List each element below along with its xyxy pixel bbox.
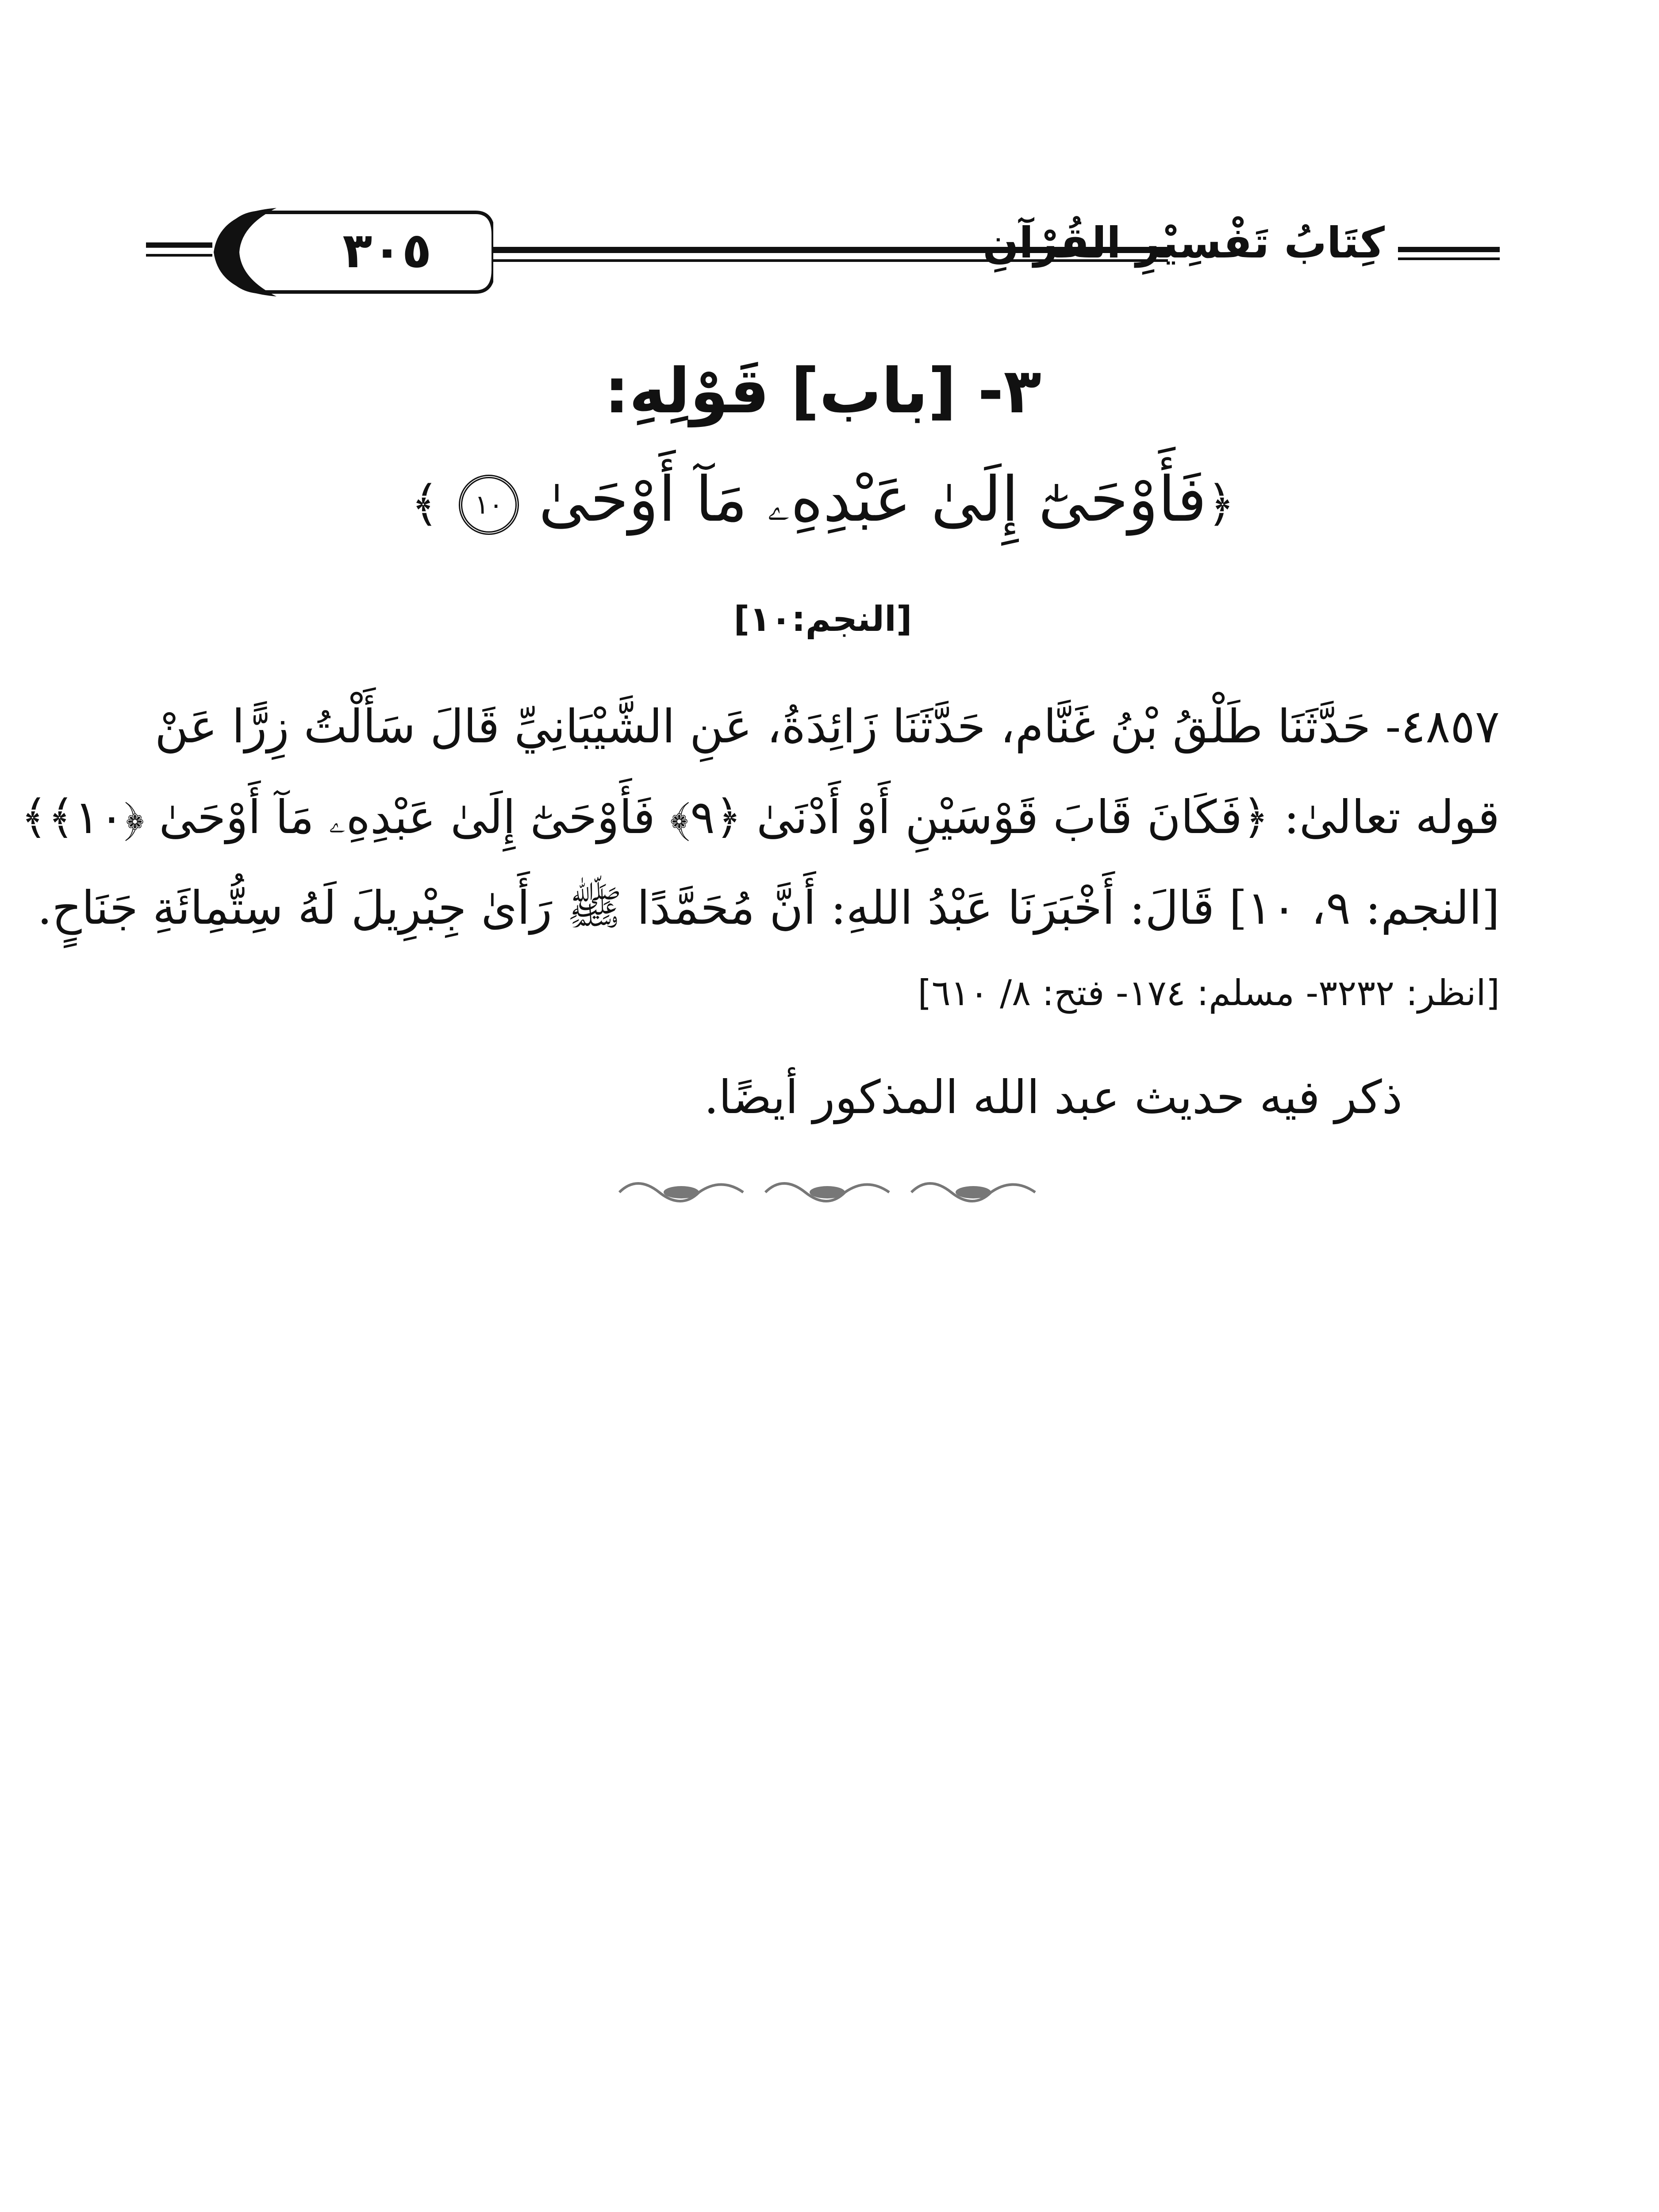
hadith-line: [النجم: ٩، ١٠] قَالَ: أَخْبَرَنَا عَبْدُ اللهِ: أَنَّ مُحَمَّدًا ﷺ رَأَىٰ جِبْرِيلَ لَهُ سِتُّمِائَةِ جَنَاحٍ. [37,881,1500,935]
header-rule [1398,257,1500,260]
page-number: ٣٠٥ [342,222,432,279]
section-end-ornament-icon [611,1172,1053,1212]
hadith-reference: [انظر: ٣٢٣٢- مسلم: ١٧٤- فتح: ٨/ ٦١٠] [918,972,1500,1014]
commentary-text: ذكر فيه حديث عبد الله المذكور أيضًا. [704,1070,1402,1124]
header-rule [146,254,212,257]
verse-citation: [النجم:١٠] [733,599,912,639]
verse-number-marker: ١٠ [459,475,519,535]
header-rule [146,242,212,248]
chapter-heading: ٣- [باب] قَوْلِهِ: [604,355,1041,427]
hadith-line: ٤٨٥٧- حَدَّثَنَا طَلْقُ بْنُ غَنَّام، حَدَّثَنَا زَائِدَةُ، عَنِ الشَّيْبَانِيِّ قَالَ سَأَلْتُ زِرًّا عَنْ [154,699,1500,753]
header-rule [1398,247,1500,252]
page-header [146,195,1500,310]
hadith-text [20,681,1500,1033]
hadith-line: قوله تعالىٰ: ﴿فَكَانَ قَابَ قَوْسَيْنِ أَوْ أَدْنَىٰ ﴿٩﴾ فَأَوْحَىٰٓ إِلَىٰ عَبْدِهِۦ مَآ أَوْحَىٰ ﴿١٠﴾﴾ [20,790,1500,844]
verse-heading [146,456,1500,548]
ornate-bracket-open-icon: ﴿ [1206,476,1235,532]
book-title: كِتَابُ تَفْسِيْرِ القُرْآنِ [983,218,1385,268]
ornate-bracket-close-icon: ﴾ [411,476,439,532]
verse-text: فَأَوْحَىٰٓ إِلَىٰ عَبْدِهِۦ مَآ أَوْحَىٰ [538,464,1207,536]
page-number-badge [210,204,493,301]
